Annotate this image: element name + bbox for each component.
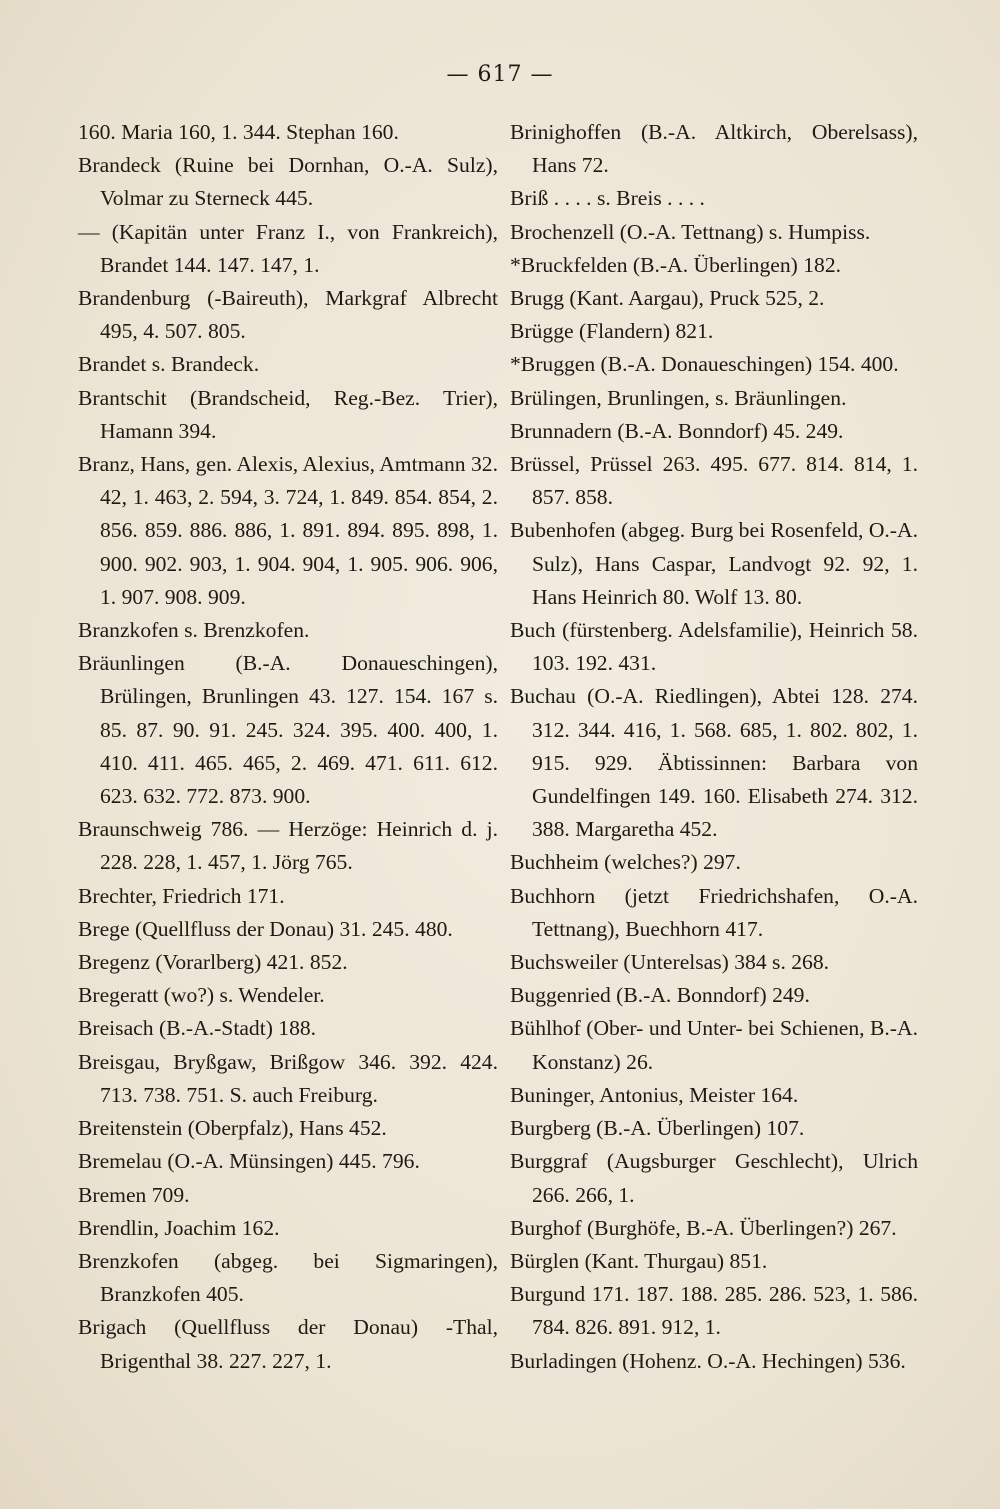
left-column	[78, 116, 498, 1378]
index-entry: Branzkofen s. Brenzkofen.	[78, 618, 310, 643]
index-entry: Burladingen (Hohenz. O.-A. Hechingen) 536.	[510, 1348, 906, 1373]
index-entry: Bühlhof (Ober- und Unter- bei Schienen, B.-A. Konstanz) 26.	[510, 1016, 918, 1074]
index-entry: Buggenried (B.-A. Bonndorf) 249.	[510, 983, 810, 1008]
index-entry: Brinighoffen (B.-A. Altkirch, Oberelsass), Hans 72.	[510, 120, 918, 178]
index-entry: Bürglen (Kant. Thurgau) 851.	[510, 1248, 768, 1273]
index-entry: Briß . . . . s. Breis . . . .	[510, 186, 705, 211]
index-entry: Brigach (Quellfluss der Donau) -Thal, Brigenthal 38. 227. 227, 1.	[78, 1315, 498, 1373]
index-entry: Brunnadern (B.-A. Bonndorf) 45. 249.	[510, 418, 844, 443]
index-entry: Buchheim (welches?) 297.	[510, 850, 741, 875]
index-entry: Bräunlingen (B.-A. Donaueschingen), Brülingen, Brunlingen 43. 127. 154. 167 s. 85. 87. 90. 91. 245. 324. 395. 400. 400, 1. 410. 411. 465. 465, 2. 469. 471. 611. 612. 623. 632. 772. 873. 900.	[78, 651, 498, 809]
right-column	[510, 116, 918, 1378]
index-entry: Breitenstein (Oberpfalz), Hans 452.	[78, 1116, 387, 1141]
index-entry: Brandet s. Brandeck.	[78, 352, 260, 377]
index-entry: Brügge (Flandern) 821.	[510, 319, 714, 344]
index-entry: Burghof (Burghöfe, B.-A. Überlingen?) 267.	[510, 1215, 897, 1240]
index-entry: Bremelau (O.-A. Münsingen) 445. 796.	[78, 1149, 420, 1174]
page-number: — 617 —	[446, 62, 554, 87]
index-entry: Brege (Quellfluss der Donau) 31. 245. 480.	[78, 916, 453, 941]
index-entry: Buninger, Antonius, Meister 164.	[510, 1082, 799, 1107]
index-entry: Brantschit (Brandscheid, Reg.-Bez. Trier), Hamann 394.	[78, 385, 498, 443]
index-entry: Brülingen, Brunlingen, s. Bräunlingen.	[510, 385, 847, 410]
index-entry: Breisgau, Bryßgaw, Brißgow 346. 392. 424. 713. 738. 751. S. auch Freiburg.	[78, 1049, 498, 1107]
index-entry: Buchhorn (jetzt Friedrichshafen, O.-A. Tettnang), Buechhorn 417.	[510, 883, 918, 941]
index-entry: Buchau (O.-A. Riedlingen), Abtei 128. 274. 312. 344. 416, 1. 568. 685, 1. 802. 802, 1. 915. 929. Äbtissinnen: Barbara von Gundelfingen 149. 160. Elisabeth 274. 312. 388. Margaretha 452.	[510, 684, 918, 842]
index-entry: Brandenburg (-Baireuth), Markgraf Albrecht 495, 4. 507. 805.	[78, 286, 498, 344]
index-entry: Bubenhofen (abgeg. Burg bei Rosenfeld, O.-A. Sulz), Hans Caspar, Landvogt 92. 92, 1. Hans Heinrich 80. Wolf 13. 80.	[510, 518, 918, 609]
index-entry: Bregeratt (wo?) s. Wendeler.	[78, 983, 325, 1008]
index-entry: Bregenz (Vorarlberg) 421. 852.	[78, 950, 348, 975]
index-entry: Brechter, Friedrich 171.	[78, 883, 285, 908]
index-entry: — (Kapitän unter Franz I., von Frankreich), Brandet 144. 147. 147, 1.	[78, 219, 498, 277]
index-entry: Breisach (B.-A.-Stadt) 188.	[78, 1016, 317, 1041]
index-entry: Burgund 171. 187. 188. 285. 286. 523, 1. 586. 784. 826. 891. 912, 1.	[510, 1282, 918, 1340]
index-entry: Brandeck (Ruine bei Dornhan, O.-A. Sulz), Volmar zu Sterneck 445.	[78, 153, 498, 211]
index-entry: Burgberg (B.-A. Überlingen) 107.	[510, 1116, 805, 1141]
index-entry: Bremen 709.	[78, 1182, 190, 1207]
index-entry: *Bruckfelden (B.-A. Überlingen) 182.	[510, 252, 842, 277]
index-entry: Buchsweiler (Unterelsas) 384 s. 268.	[510, 950, 830, 975]
index-entry: Brenzkofen (abgeg. bei Sigmaringen), Branzkofen 405.	[78, 1248, 498, 1307]
index-entry: Burggraf (Augsburger Geschlecht), Ulrich 266. 266, 1.	[510, 1149, 918, 1207]
index-entry: Brendlin, Joachim 162.	[78, 1215, 280, 1240]
index-entry: Brochenzell (O.-A. Tettnang) s. Humpiss.	[510, 219, 871, 244]
index-entry: Brugg (Kant. Aargau), Pruck 525, 2.	[510, 286, 825, 311]
index-entry: Buch (fürstenberg. Adelsfamilie), Heinrich 58. 103. 192. 431.	[510, 618, 918, 676]
index-entry: 160. Maria 160, 1. 344. Stephan 160.	[78, 120, 399, 144]
index-entry: *Bruggen (B.-A. Donaueschingen) 154. 400.	[510, 352, 899, 377]
index-entry: Braunschweig 786. — Herzöge: Heinrich d. j. 228. 228, 1. 457, 1. Jörg 765.	[78, 817, 498, 875]
index-entry: Brüssel, Prüssel 263. 495. 677. 814. 814, 1. 857. 858.	[510, 452, 918, 510]
index-entry: Branz, Hans, gen. Alexis, Alexius, Amtmann 32. 42, 1. 463, 2. 594, 3. 724, 1. 849. 854. 854, 2. 856. 859. 886. 886, 1. 891. 894. 895. 898, 1. 900. 902. 903, 1. 904. 904, 1. 905. 906. 906, 1. 907. 908. 909.	[78, 452, 498, 609]
